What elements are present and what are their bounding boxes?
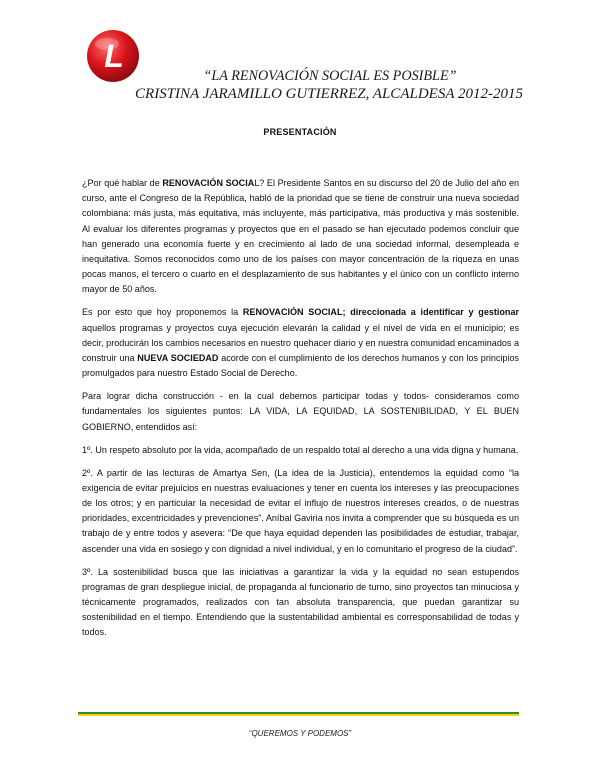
paragraph-1: ¿Por qué hablar de RENOVACIÓN SOCIAL? El Presidente Santos en su discurso del 20 de Julio del año en curso, ante el Congreso de la República, habló de la prioridad que se tiene de construir una nueva sociedad colombiana: más justa, más equitativa, más incluyente, más participativa, más productiva y más sostenible. Al evaluar los diferentes programas y proyectos que en el pasado se han ejecutado podemos concluir que han generado una economía fuerte y en crecimiento al lado de una sociedad informal, desempleada e inequitativa. Somos reconocidos como uno de los países con mayor concentración de la riqueza en unas pocas manos, el tercero o cuarto en el desplazamiento de sus habitantes y el único con un conflicto interno mayor de 50 años. (82, 178, 520, 295)
paragraph-2: Es por esto que hoy proponemos la RENOVACIÓN SOCIAL; direccionada a identificar y gestionar aquellos programas y proyectos cuya ejecución elevarán la calidad y el nivel de vida en el municipio; es decir, producirán los cambios necesarios en nuestro quehacer diario y en nuestra comunidad encaminados a construir una NUEVA SOCIEDAD acorde con el cumplimiento de los derechos humanos y con los principios promulgados para nuestro Estado Social de Derecho. (82, 307, 520, 379)
footer-rule-yellow (78, 714, 519, 716)
paragraph-5: 2º. A partir de las lecturas de Amartya Sen, (La idea de la Justicia), entendemos la equidad como “la exigencia de evitar prejuicios en nuestras evaluaciones y tener en cuenta los intereses y las preocupaciones de los otros; y en particular la necesidad de evitar el influjo de nuestros intereses creados, o de nuestras prioridades, excentricidades y prevenciones”. Aníbal Gaviria nos invita a comprender que su búsqueda es un trabajo de y entre todos y asevera: “De que haya equidad dependen las posibilidades de estudiar, trabajar, ascender una vida en sosiego y con dignidad a nivel individual, y en lo comunitario el progreso de la ciudad”. (82, 467, 519, 554)
header-slogan: “LA RENOVACIÓN SOCIAL ES POSIBLE” (203, 68, 457, 84)
section-title: PRESENTACIÓN (263, 127, 337, 137)
header-subtitle: CRISTINA JARAMILLO GUTIERREZ, ALCALDESA 2012-2015 (135, 86, 523, 102)
paragraph-3: Para lograr dicha construcción - en la cual debemos participar todas y todos- consideramos como fundamentales los siguientes puntos: LA VIDA, LA EQUIDAD, LA SOSTENIBILIDAD, Y EL BUEN GOBIERNO, entendidos así: (82, 391, 519, 432)
paragraph-6: 3º. La sostenibilidad busca que las iniciativas a garantizar la vida y la equidad no sean estupendos programas de gran despliegue inicial, de propaganda al funcionario de turno, sino proyectos tan minuciosa y técnicamente programados, realizados con tan absoluta transparencia, que puedan garantizar su sostenibilidad en el tiempo. Entendiendo que la sustentabilidad ambiental es corresponsabilidad de todas y todos. (82, 566, 519, 638)
footer-slogan: “QUEREMOS Y PODEMOS” (248, 729, 352, 738)
logo-letter: L (104, 38, 124, 74)
paragraph-4: 1º. Un respeto absoluto por la vida, acompañado de un respaldo total al derecho a una vida digna y humana. (82, 444, 519, 455)
document-body (82, 176, 519, 648)
